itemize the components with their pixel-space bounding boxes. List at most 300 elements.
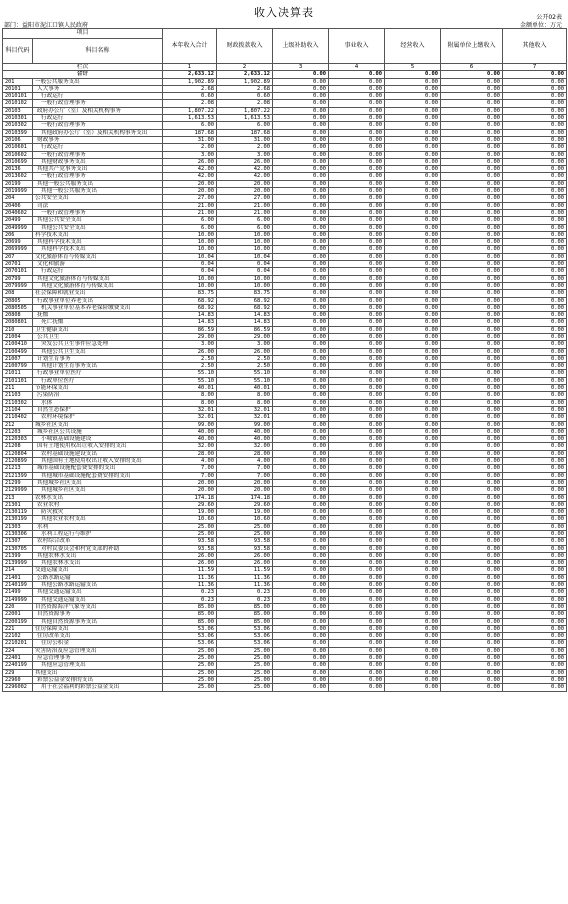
income-total: 53.06 [163,640,217,647]
zero-value: 0.00 [273,107,329,114]
income-total: 25.00 [163,669,217,676]
zero-value: 0.00 [329,355,385,362]
zero-value: 0.00 [273,479,329,486]
table-body [3,64,567,692]
fiscal-appropriation: 10.00 [217,275,273,282]
zero-value: 0.00 [441,625,503,632]
fiscal-appropriation: 21.00 [217,202,273,209]
zero-value: 0.00 [273,406,329,413]
zero-value: 0.00 [273,166,329,173]
zero-value: 0.00 [385,341,441,348]
zero-value: 0.00 [441,224,503,231]
subject-name: 农村环境保护 [33,414,163,421]
subject-code: 21007 [3,355,33,362]
subject-code: 22001 [3,611,33,618]
income-total: 99.00 [163,421,217,428]
total-label: 合计 [3,71,163,78]
fiscal-appropriation: 8.00 [217,399,273,406]
zero-value: 0.00 [385,348,441,355]
table-row [3,253,567,260]
zero-value: 0.00 [385,100,441,107]
table-row [3,501,567,508]
subject-code: 2010101 [3,93,33,100]
subject-code: 2296002 [3,684,33,691]
income-total: 29.60 [163,501,217,508]
income-total: 26.00 [163,560,217,567]
subject-code: 220 [3,603,33,610]
zero-value: 0.00 [441,217,503,224]
subject-name: 其他应急管理支出 [33,662,163,669]
zero-value: 0.00 [329,538,385,545]
fiscal-appropriation: 8.00 [217,392,273,399]
fiscal-appropriation: 42.00 [217,173,273,180]
subject-code: 22401 [3,655,33,662]
fiscal-appropriation: 28.00 [217,450,273,457]
subject-code: 2019999 [3,188,33,195]
zero-value: 0.00 [273,188,329,195]
zero-value: 0.00 [273,78,329,85]
zero-value: 0.00 [329,487,385,494]
zero-value: 0.00 [329,589,385,596]
order-num: 1 [163,64,217,71]
zero-value: 0.00 [441,684,503,691]
zero-value: 0.00 [441,188,503,195]
income-total: 26.00 [163,348,217,355]
zero-value: 0.00 [385,195,441,202]
fiscal-appropriation: 55.10 [217,370,273,377]
zero-value: 0.00 [441,253,503,260]
zero-value: 0.00 [329,246,385,253]
income-total: 25.00 [163,531,217,538]
order-num: 6 [441,64,503,71]
zero-value: 0.00 [385,385,441,392]
subject-code: 2010301 [3,115,33,122]
zero-value: 0.00 [441,107,503,114]
income-total: 68.92 [163,297,217,304]
fiscal-appropriation: 25.00 [217,684,273,691]
subject-name: 其他公共安全支出 [33,217,163,224]
zero-value: 0.00 [329,647,385,654]
zero-value: 0.00 [273,545,329,552]
subject-name: 其他计划生育事务支出 [33,363,163,370]
zero-value: 0.00 [385,151,441,158]
item-header: 项目 [3,29,163,39]
zero-value: 0.00 [385,231,441,238]
table-row [3,450,567,457]
table-row [3,560,567,567]
income-total: 40.00 [163,428,217,435]
zero-value: 0.00 [503,100,567,107]
fiscal-appropriation: 0.04 [217,268,273,275]
table-row [3,618,567,625]
subject-name: 对村民委员会和村党支部的补助 [33,545,163,552]
zero-value: 0.00 [329,319,385,326]
fiscal-appropriation: 26.00 [217,348,273,355]
order-num: 3 [273,64,329,71]
zero-value: 0.00 [441,603,503,610]
fiscal-appropriation: 68.92 [217,304,273,311]
subject-code: 2120804 [3,450,33,457]
zero-value: 0.00 [273,246,329,253]
zero-value: 0.00 [441,136,503,143]
zero-value: 0.00 [503,341,567,348]
zero-value: 0.00 [273,282,329,289]
zero-value: 0.00 [385,436,441,443]
zero-value: 0.00 [273,450,329,457]
zero-value: 0.00 [441,239,503,246]
subject-name: 一般行政管理事务 [33,151,163,158]
zero-value: 0.00 [503,282,567,289]
fiscal-appropriation: 0.23 [217,589,273,596]
subject-code: 206 [3,231,33,238]
zero-value: 0.00 [503,501,567,508]
subject-name: 交通运输支出 [33,567,163,574]
table-row [3,209,567,216]
zero-value: 0.00 [503,450,567,457]
total-value: 2,633.12 [217,71,273,78]
zero-value: 0.00 [329,596,385,603]
table-row [3,538,567,545]
subject-name: 一般行政管理事务 [33,209,163,216]
income-total: 2.50 [163,363,217,370]
zero-value: 0.00 [441,552,503,559]
zero-value: 0.00 [385,494,441,501]
subject-code: 208 [3,290,33,297]
zero-value: 0.00 [385,501,441,508]
table-row [3,640,567,647]
fiscal-appropriation: 85.00 [217,611,273,618]
table-row [3,443,567,450]
income-total: 11.59 [163,567,217,574]
zero-value: 0.00 [385,509,441,516]
table-row [3,341,567,348]
fiscal-appropriation: 83.75 [217,290,273,297]
subject-name: 自然资源事务 [33,611,163,618]
zero-value: 0.00 [385,625,441,632]
zero-value: 0.00 [273,603,329,610]
zero-value: 0.00 [385,158,441,165]
subject-name: 用于社会福利的彩票公益金支出 [33,684,163,691]
zero-value: 0.00 [503,115,567,122]
zero-value: 0.00 [503,567,567,574]
zero-value: 0.00 [441,516,503,523]
subject-name: 其他国有土地使用权出让收入安排的支出 [33,458,163,465]
zero-value: 0.00 [441,290,503,297]
zero-value: 0.00 [329,603,385,610]
zero-value: 0.00 [273,662,329,669]
zero-value: 0.00 [385,304,441,311]
income-total: 0.60 [163,93,217,100]
zero-value: 0.00 [329,479,385,486]
subject-name: 公共卫生 [33,333,163,340]
table-row [3,684,567,691]
income-total: 4.00 [163,458,217,465]
zero-value: 0.00 [273,618,329,625]
table-row [3,487,567,494]
income-total: 10.00 [163,275,217,282]
subject-code: 2010302 [3,122,33,129]
zero-value: 0.00 [329,684,385,691]
subject-name: 农村基础设施建设支出 [33,450,163,457]
col-header-2: 财政拨款收入 [217,29,273,64]
table-row [3,582,567,589]
zero-value: 0.00 [441,655,503,662]
subject-code: 20103 [3,107,33,114]
zero-value: 0.00 [273,231,329,238]
income-total: 1,902.89 [163,78,217,85]
subject-name: 其他城市基础设施配套费安排的支出 [33,472,163,479]
table-row [3,282,567,289]
code-header: 科目代码 [3,39,33,64]
table-row [3,304,567,311]
subject-name: 其他一般公共服务支出 [33,188,163,195]
income-total: 25.00 [163,647,217,654]
zero-value: 0.00 [385,582,441,589]
zero-value: 0.00 [329,363,385,370]
subject-name: 行政运行 [33,268,163,275]
zero-value: 0.00 [503,625,567,632]
department-label: 部门：益阳市泥江口镇人民政府 [4,22,89,29]
zero-value: 0.00 [273,333,329,340]
income-total: 27.00 [163,195,217,202]
subject-name: 其他城乡社区支出 [33,487,163,494]
fiscal-appropriation: 93.58 [217,545,273,552]
zero-value: 0.00 [273,399,329,406]
zero-value: 0.00 [273,625,329,632]
zero-value: 0.00 [385,136,441,143]
zero-value: 0.00 [273,633,329,640]
subject-name: 其他文化旅游体育与传媒支出 [33,275,163,282]
zero-value: 0.00 [329,582,385,589]
fiscal-appropriation: 11.36 [217,582,273,589]
table-row [3,326,567,333]
zero-value: 0.00 [441,268,503,275]
zero-value: 0.00 [503,538,567,545]
subject-code: 212 [3,421,33,428]
zero-value: 0.00 [441,662,503,669]
zero-value: 0.00 [329,158,385,165]
income-total: 3.00 [163,151,217,158]
subject-name: 其他文化旅游体育与传媒支出 [33,282,163,289]
income-total: 1,807.22 [163,107,217,114]
table-row [3,195,567,202]
fiscal-appropriation: 6.00 [217,217,273,224]
table-row [3,647,567,654]
subject-code: 20805 [3,297,33,304]
subject-code: 2010602 [3,151,33,158]
zero-value: 0.00 [273,253,329,260]
fiscal-appropriation: 14.83 [217,319,273,326]
zero-value: 0.00 [385,414,441,421]
zero-value: 0.00 [385,545,441,552]
income-total: 0.04 [163,268,217,275]
subject-name: 一般行政管理事务 [33,100,163,107]
subject-code: 2200199 [3,618,33,625]
fiscal-appropriation: 53.06 [217,633,273,640]
zero-value: 0.00 [385,406,441,413]
zero-value: 0.00 [329,494,385,501]
subject-code: 214 [3,567,33,574]
fiscal-appropriation: 26.00 [217,158,273,165]
fiscal-appropriation: 10.00 [217,246,273,253]
income-total: 55.10 [163,370,217,377]
zero-value: 0.00 [441,151,503,158]
fiscal-appropriation: 99.00 [217,421,273,428]
income-total: 174.18 [163,494,217,501]
zero-value: 0.00 [441,479,503,486]
zero-value: 0.00 [329,574,385,581]
zero-value: 0.00 [503,523,567,530]
table-row [3,625,567,632]
table-row [3,552,567,559]
table-row [3,246,567,253]
subject-name: 水利 [33,523,163,530]
zero-value: 0.00 [441,640,503,647]
zero-value: 0.00 [385,531,441,538]
table-row [3,144,567,151]
zero-value: 0.00 [273,531,329,538]
zero-value: 0.00 [503,662,567,669]
subject-code: 211 [3,385,33,392]
subject-code: 21401 [3,574,33,581]
zero-value: 0.00 [273,129,329,136]
zero-value: 0.00 [273,180,329,187]
zero-value: 0.00 [503,297,567,304]
fiscal-appropriation: 40.01 [217,385,273,392]
fiscal-appropriation: 2.00 [217,144,273,151]
subject-code: 2040602 [3,209,33,216]
subject-code: 2010399 [3,129,33,136]
zero-value: 0.00 [503,158,567,165]
income-total: 32.01 [163,414,217,421]
subject-code: 2110302 [3,399,33,406]
fiscal-appropriation: 53.06 [217,640,273,647]
zero-value: 0.00 [329,122,385,129]
subject-code: 20499 [3,217,33,224]
total-value: 0.00 [329,71,385,78]
zero-value: 0.00 [441,589,503,596]
subject-name: 卫生健康支出 [33,326,163,333]
subject-name: 农村综合改革 [33,538,163,545]
zero-value: 0.00 [329,385,385,392]
subject-code: 224 [3,647,33,654]
zero-value: 0.00 [329,428,385,435]
income-total: 25.00 [163,662,217,669]
zero-value: 0.00 [329,202,385,209]
fiscal-appropriation: 1,613.53 [217,115,273,122]
fiscal-appropriation: 68.92 [217,297,273,304]
zero-value: 0.00 [329,268,385,275]
fiscal-appropriation: 32.01 [217,414,273,421]
table-row [3,348,567,355]
zero-value: 0.00 [273,538,329,545]
fiscal-appropriation: 4.00 [217,458,273,465]
table-row [3,596,567,603]
zero-value: 0.00 [441,633,503,640]
zero-value: 0.00 [503,406,567,413]
subject-code: 21301 [3,501,33,508]
zero-value: 0.00 [441,333,503,340]
fiscal-appropriation: 25.00 [217,676,273,683]
subject-name: 政府办公厅（室）及相关机构事务 [33,107,163,114]
zero-value: 0.00 [441,282,503,289]
zero-value: 0.00 [503,93,567,100]
fiscal-appropriation: 55.10 [217,377,273,384]
table-row [3,136,567,143]
zero-value: 0.00 [503,246,567,253]
subject-code: 20808 [3,312,33,319]
fiscal-appropriation: 187.68 [217,129,273,136]
income-total: 10.00 [163,282,217,289]
zero-value: 0.00 [329,436,385,443]
income-total: 6.00 [163,122,217,129]
zero-value: 0.00 [385,282,441,289]
zero-value: 0.00 [385,655,441,662]
subject-name: 机关事业单位基本养老保险缴费支出 [33,304,163,311]
zero-value: 0.00 [329,224,385,231]
income-total: 2.68 [163,85,217,92]
subject-name: 防灾救灾 [33,509,163,516]
income-total: 1,613.53 [163,115,217,122]
fiscal-appropriation: 85.00 [217,618,273,625]
income-total: 8.00 [163,399,217,406]
zero-value: 0.00 [503,443,567,450]
zero-value: 0.00 [273,647,329,654]
zero-value: 0.00 [441,414,503,421]
zero-value: 0.00 [503,144,567,151]
zero-value: 0.00 [441,326,503,333]
zero-value: 0.00 [441,567,503,574]
zero-value: 0.00 [503,676,567,683]
subject-code: 20101 [3,85,33,92]
zero-value: 0.00 [441,166,503,173]
zero-value: 0.00 [385,107,441,114]
zero-value: 0.00 [273,341,329,348]
subject-name: 自然资源海洋气象等支出 [33,603,163,610]
zero-value: 0.00 [385,333,441,340]
zero-value: 0.00 [273,348,329,355]
table-row [3,465,567,472]
subject-code: 2079999 [3,282,33,289]
zero-value: 0.00 [503,217,567,224]
income-total: 20.00 [163,479,217,486]
total-value: 2,633.12 [163,71,217,78]
zero-value: 0.00 [385,188,441,195]
zero-value: 0.00 [503,385,567,392]
zero-value: 0.00 [441,341,503,348]
subject-code: 2080505 [3,304,33,311]
order-num: 4 [329,64,385,71]
income-total: 31.00 [163,136,217,143]
zero-value: 0.00 [329,655,385,662]
table-row [3,355,567,362]
income-total: 25.00 [163,684,217,691]
zero-value: 0.00 [329,261,385,268]
zero-value: 0.00 [329,669,385,676]
zero-value: 0.00 [441,458,503,465]
income-total: 0.23 [163,589,217,596]
table-row [3,297,567,304]
income-total: 6.00 [163,224,217,231]
subject-name: 农林水支出 [33,494,163,501]
subject-code: 21104 [3,406,33,413]
zero-value: 0.00 [503,487,567,494]
income-total: 19.00 [163,509,217,516]
zero-value: 0.00 [385,450,441,457]
zero-value: 0.00 [273,582,329,589]
zero-value: 0.00 [273,567,329,574]
zero-value: 0.00 [273,209,329,216]
